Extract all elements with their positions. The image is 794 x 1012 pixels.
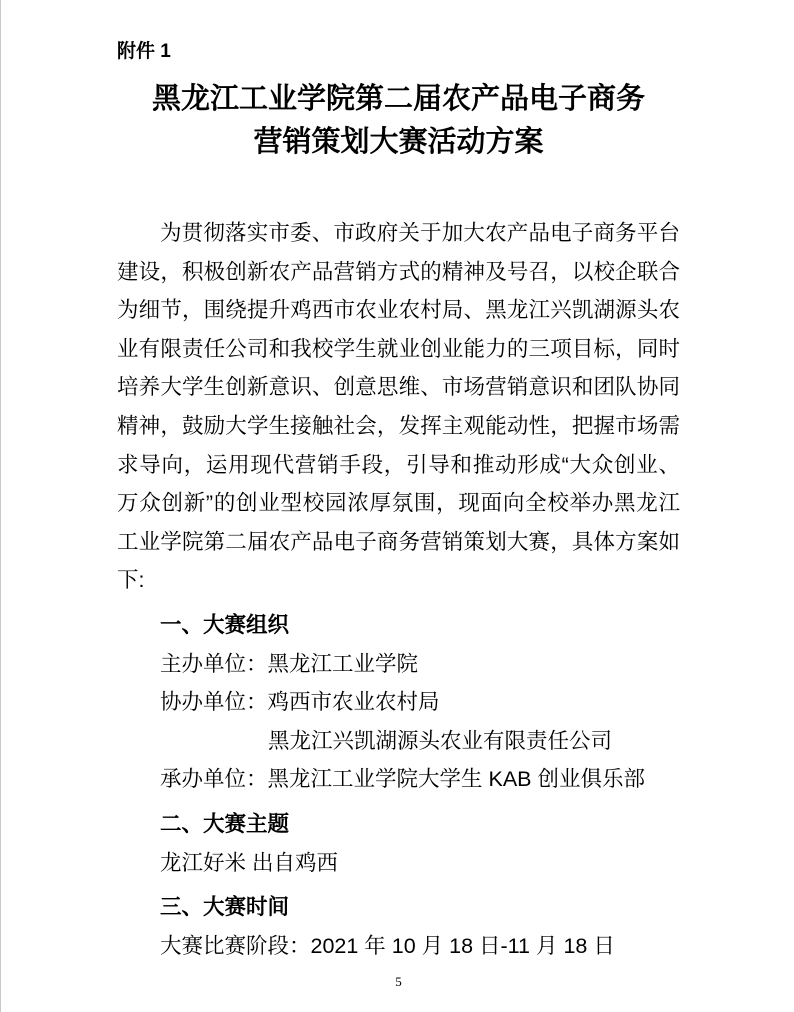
page-number: 5: [395, 974, 402, 990]
document-title-line-2: 营销策划大赛活动方案: [253, 126, 544, 158]
section-heading: 二、大赛主题: [160, 811, 290, 836]
theme-line: 龙江好米 出自鸡西: [160, 850, 338, 875]
paragraph-line: 精神，鼓励大学生接触社会，发挥主观能动性，把握市场需: [117, 413, 680, 438]
intro-paragraph: [117, 214, 680, 600]
attachment-label: 附件 1: [117, 41, 171, 62]
paragraph-line: 业有限责任公司和我校学生就业创业能力的三项目标，同时: [117, 336, 680, 361]
section-competition-theme: [117, 805, 680, 882]
section-competition-organization: [117, 606, 680, 799]
organizer-co-host-continuation-line: 黑龙江兴凯湖源头农业有限责任公司: [268, 728, 613, 753]
organizer-host-line: 主办单位：黑龙江工业学院: [160, 651, 419, 676]
section-heading: 一、大赛组织: [160, 612, 290, 637]
section-heading: 三、大赛时间: [160, 895, 290, 920]
document-title: [117, 78, 680, 164]
paragraph-line: 为贯彻落实市委、市政府关于加大农产品电子商务平台: [160, 221, 680, 245]
paragraph-line: 为细节，围绕提升鸡西市农业农村局、黑龙江兴凯湖源头农: [117, 298, 680, 323]
section-competition-time: [117, 888, 680, 965]
paragraph-line: 培养大学生创新意识、创意思维、市场营销意识和团队协同: [117, 375, 680, 400]
paragraph-line: 求导向，运用现代营销手段，引导和推动形成“大众创业、: [117, 452, 680, 477]
organizer-undertaker-line: 承办单位：黑龙江工业学院大学生 KAB 创业俱乐部: [160, 767, 645, 792]
document-content: [1, 40, 794, 991]
paragraph-line: 工业学院第二届农产品电子商务营销策划大赛，具体方案如: [117, 529, 680, 554]
paragraph-line: 万众创新”的创业型校园浓厚氛围，现面向全校举办黑龙江: [117, 491, 680, 516]
document-title-line-1: 黑龙江工业学院第二届农产品电子商务: [151, 83, 645, 115]
paragraph-line: 下:: [117, 568, 145, 593]
paragraph-line: 建设，积极创新农产品营销方式的精神及号召，以校企联合: [117, 259, 680, 284]
organizer-co-host-line: 协办单位：鸡西市农业农村局: [160, 690, 440, 715]
competition-stage-date-line: 大赛比赛阶段：2021 年 10 月 18 日-11 月 18 日: [160, 933, 615, 958]
page-footer: [117, 973, 680, 991]
